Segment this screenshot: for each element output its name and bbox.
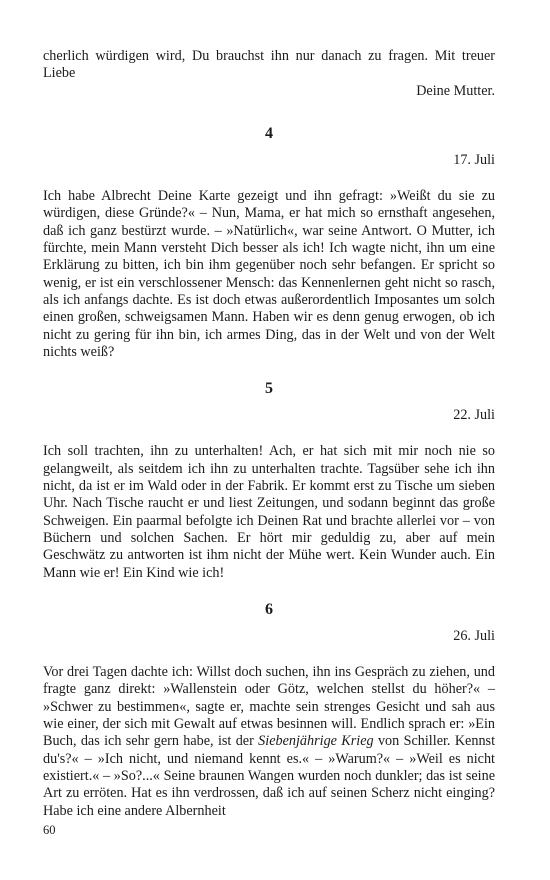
- section-number-5: 5: [265, 380, 273, 398]
- section-text-5: Ich soll trachten, ihn zu unterhalten! Ach, er hat sich mit mir noch nie so gelangweilt, als seitdem ich ihn zu unterhalten trachte. Tagsüber sehe ich ihn nicht, da ist er im Wald oder in der Fabrik. Er kommt erst zu Tische um sieben Uhr. Nach Tische raucht er und liest Zeitungen, und sodann beginnt das große Schweigen. Ein paarmal befolgte ich Deinen Rat und brachte allerlei vor – von Büchern und solchen Sachen. Er hört mir geduldig zu, aber auf mein Geschwätz zu antworten ist ihm nicht der Mühe wert. Kein Wunder auch. Ein Mann wie er! Ein Kind wie ich!: [43, 443, 495, 581]
- section-date-4: 17. Juli: [453, 151, 495, 168]
- book-title-italic: Siebenjährige Krieg: [258, 733, 374, 750]
- section-date-5: 22. Juli: [453, 407, 495, 424]
- section-text-6-part2: von Schiller. Kennst du's?« – »Ich nicht, und niemand kennt es.« – »Warum?« – »Weil es nicht existiert.« – »So?...« Seine braunen Wangen wurden noch dunkler; das ist seine Art zu erröten. Hat es ihn verdrossen, daß ich auf seinen Scherz nicht einging? Habe ich eine andere Albernheit: [43, 733, 496, 819]
- letter-end-paragraph: cherlich würdigen wird, Du brauchst ihn nur danach zu fragen. Mit treuer Liebe: [43, 48, 495, 82]
- section-number-4: 4: [265, 124, 273, 142]
- section-text-6-part1: Vor drei Tagen dachte ich: Willst doch suchen, ihn ins Gespräch zu ziehen, und fragte ganz direkt: »Wallenstein oder Götz, welchen stellst du höher?« – »Schwer zu bestimmen«, sagte er, machte sein strenges Gesicht und sah aus wie einer, der sich mit Gewalt auf etwas besinnen will. Endlich sprach er: »Ein Buch, das ich sehr gern habe, ist der: [43, 664, 495, 750]
- section-date-6: 26. Juli: [453, 627, 495, 644]
- page-number: 60: [43, 823, 56, 837]
- page-body: [43, 48, 495, 820]
- section-text-6: [43, 664, 495, 820]
- letter-closing: Deine Mutter.: [416, 82, 495, 99]
- section-number-6: 6: [265, 600, 273, 618]
- section-text-4: Ich habe Albrecht Deine Karte gezeigt und ihn gefragt: »Weißt du sie zu würdigen, diese Gründe?« – Nun, Mama, er hat mich so ernsthaft angesehen, daß ich ganz bestürzt wurde. – »Natürlich«, war seine Antwort. O Mutter, ich fürchte, mein Mann versteht Dich besser als ich! Ich wagte nicht, ihn um eine Erklärung zu bitten, ich bin ihm gegenüber noch sehr befangen. Er spricht so wenig, er ist ein verschlossener Mensch: das Kennenlernen geht nicht so rasch, als ich anfangs dachte. Es ist doch etwas außerordentlich Imposantes um solch einen großen, schweigsamen Mann. Haben wir es denn genug erwogen, ob ich nicht zu gering für ihn bin, ich armes Ding, das in der Welt und von der Welt nichts weiß?: [43, 188, 495, 360]
